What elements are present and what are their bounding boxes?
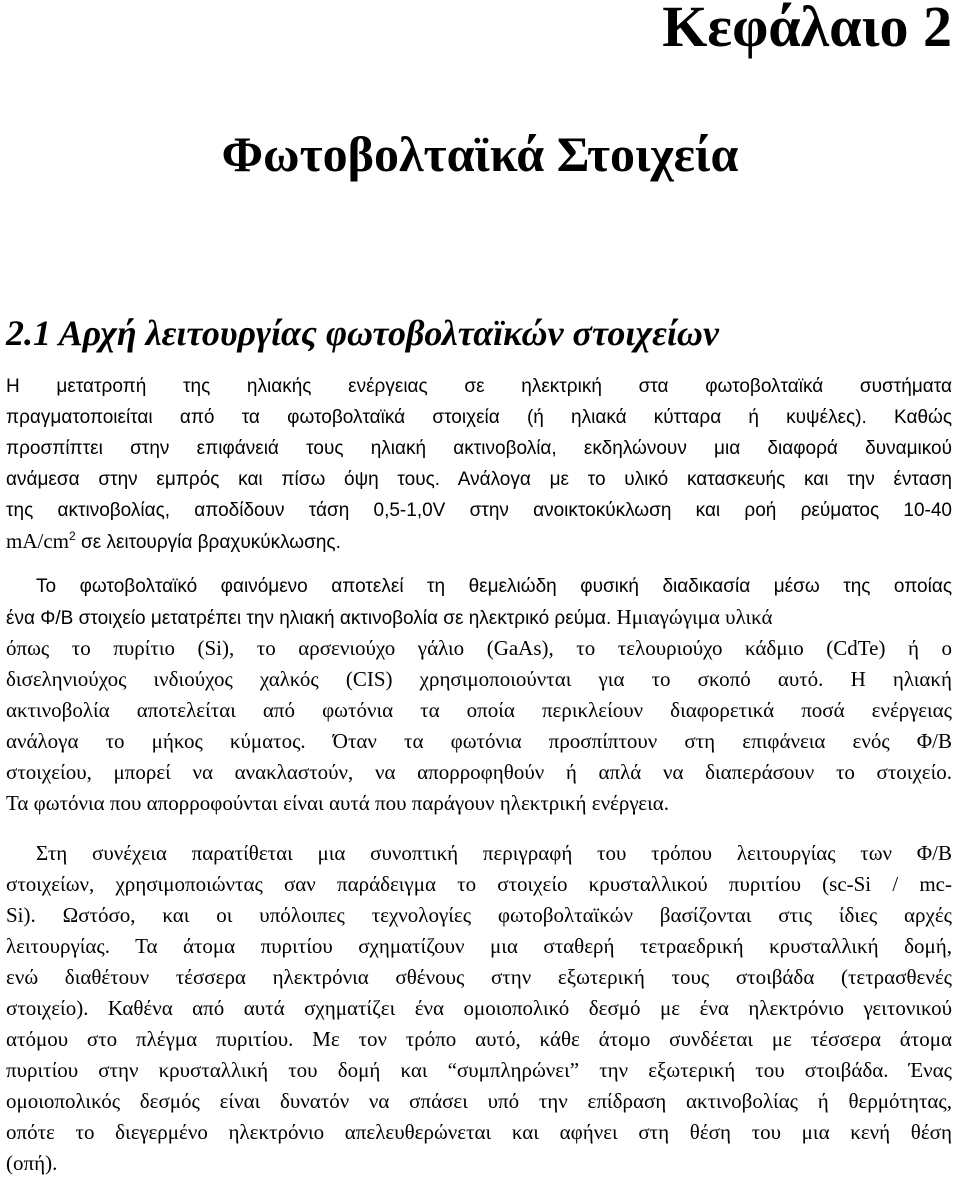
text-segment: Ημιαγώγιμα υλικά bbox=[611, 605, 773, 629]
text-line: Si). Ωστόσο, και οι υπόλοιπες τεχνολογίες φωτοβολταϊκών βασίζονται στις ίδιες αρχές bbox=[6, 903, 952, 927]
text-line: ανάλογα το μήκος κύματος. Όταν τα φωτόνια προσπίπτουν στη επιφάνεια ενός Φ/Β bbox=[6, 729, 952, 753]
text-line: πυριτίου στην κρυσταλλική του δομή και “συμπληρώνει” την εξωτερική του στοιβάδα. Ένας bbox=[6, 1058, 952, 1082]
text-line: Τα φωτόνια που απορροφούνται είναι αυτά που παράγουν ηλεκτρική ενέργεια. bbox=[6, 791, 669, 815]
chapter-label: Κεφάλαιο 2 bbox=[662, 0, 952, 59]
text-line: ακτινοβολία αποτελείται από φωτόνια τα οποία περικλείουν διαφορετικά ποσά ενέργειας bbox=[6, 698, 952, 722]
text-line: οπότε το διεγερμένο ηλεκτρόνιο απελευθερώνεται και αφήνει στη θέση του μια κενή θέση bbox=[6, 1120, 952, 1144]
text-segment: σε λειτουργία βραχυκύκλωσης. bbox=[75, 532, 341, 553]
text-line bbox=[6, 602, 952, 633]
paragraph-silicon-example bbox=[6, 838, 952, 1179]
text-line: προσπίπτει στην επιφάνειά τους ηλιακή ακτινοβολία, εκδηλώνουν μια διαφορά δυναμικού bbox=[6, 438, 952, 459]
section-heading: 2.1 Αρχή λειτουργίας φωτοβολταϊκών στοιχείων bbox=[6, 313, 719, 353]
text-line: της ακτινοβολίας, αποδίδουν τάση 0,5-1,0V στην ανοικτοκύκλωση και ροή ρεύματος 10-40 bbox=[6, 500, 952, 521]
text-line: ατόμου στο πλέγμα πυριτίου. Με τον τρόπο αυτό, κάθε άτομο συνδέεται με τέσσερα άτομα bbox=[6, 1027, 952, 1051]
text-segment: ένα Φ/Β στοιχείο μετατρέπει την ηλιακή ακτινοβολία σε ηλεκτρικό ρεύμα. bbox=[6, 608, 612, 629]
chapter-title: Φωτοβολταϊκά Στοιχεία bbox=[221, 126, 739, 182]
paragraph-photovoltaic-effect bbox=[6, 571, 952, 819]
text-line: στοιχείου, μπορεί να ανακλαστούν, να απορροφηθούν ή απλά να διαπεράσουν το στοιχείο. bbox=[6, 760, 952, 784]
text-line: στοιχείο). Καθένα από αυτά σχηματίζει ένα ομοιοπολικό δεσμό με ένα ηλεκτρόνιο γειτονικού bbox=[6, 996, 952, 1020]
paragraph-intro bbox=[6, 371, 952, 557]
text-line: ενώ διαθέτουν τέσσερα ηλεκτρόνια σθένους στην εξωτερική τους στοιβάδα (τετρασθενές bbox=[6, 965, 952, 989]
text-line: πραγματοποιείται από τα φωτοβολταϊκά στοιχεία (ή ηλιακά κύτταρα ή κυψέλες). Καθώς bbox=[6, 407, 952, 428]
text-line: ανάμεσα στην εμπρός και πίσω όψη τους. Ανάλογα με το υλικό κατασκευής και την ένταση bbox=[6, 469, 952, 490]
text-line bbox=[6, 526, 952, 557]
text-line: στοιχείων, χρησιμοποιώντας σαν παράδειγμα το στοιχείο κρυσταλλικού πυριτίου (sc-Si / mc- bbox=[6, 872, 952, 896]
text-line: (οπή). bbox=[6, 1151, 58, 1175]
text-line: όπως το πυρίτιο (Si), το αρσενιούχο γάλιο (GaAs), το τελουριούχο κάδμιο (CdTe) ή ο bbox=[6, 636, 952, 660]
text-line: λειτουργίας. Τα άτομα πυριτίου σχηματίζουν μια σταθερή τετραεδρική κρυσταλλική δομή, bbox=[6, 934, 952, 958]
text-line: Το φωτοβολταϊκό φαινόμενο αποτελεί τη θεμελιώδη φυσική διαδικασία μέσω της οποίας bbox=[36, 576, 952, 597]
unit-superscript: 2 bbox=[69, 529, 76, 543]
unit-text: mA/cm bbox=[6, 529, 69, 553]
text-line: ομοιοπολικός δεσμός είναι δυνατόν να σπάσει υπό την επίδραση ακτινοβολίας ή θερμότητας, bbox=[6, 1089, 952, 1113]
text-line: δισεληνιούχος ινδιούχος χαλκός (CIS) χρησιμοποιούνται για το σκοπό αυτό. Η ηλιακή bbox=[6, 667, 952, 691]
text-line: Στη συνέχεια παρατίθεται μια συνοπτική περιγραφή του τρόπου λειτουργίας των Φ/Β bbox=[36, 841, 952, 865]
text-line: Η μετατροπή της ηλιακής ενέργειας σε ηλεκτρική στα φωτοβολταϊκά συστήματα bbox=[6, 376, 952, 397]
